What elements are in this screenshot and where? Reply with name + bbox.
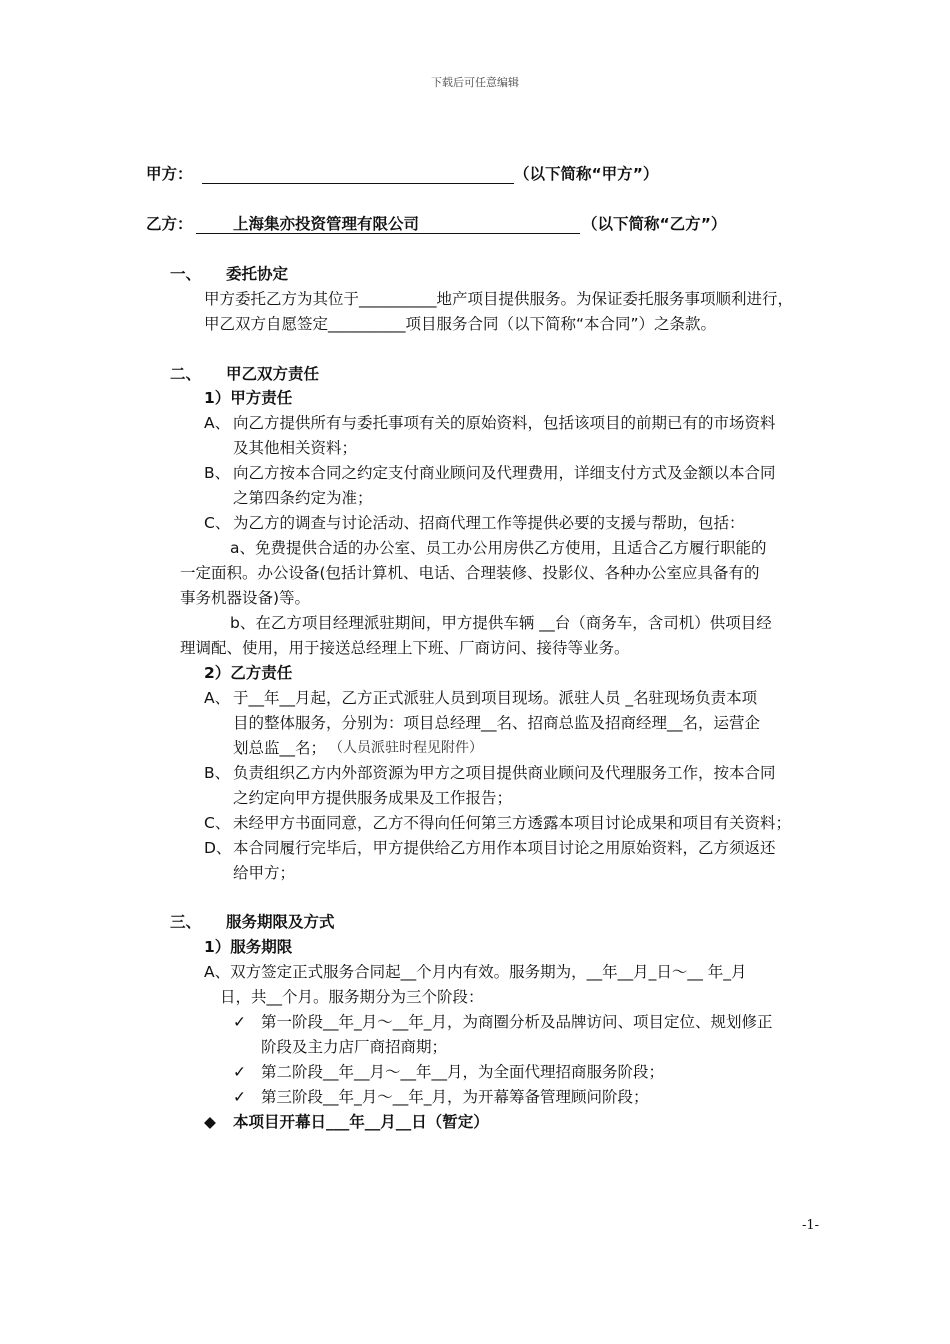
party-a-duty-heading: 1）甲方责任 [204, 389, 293, 407]
section-2-number: 二、 [170, 365, 202, 383]
header-note: 下载后可任意编辑 [431, 76, 519, 89]
item-c-a-line-2: 一定面积。办公设备(包括计算机、电话、合理装修、投影仪、各种办公室应具备有的 [180, 564, 760, 582]
opening-date: 本项目开幕日___年__月__日（暂定） [233, 1113, 489, 1131]
party-b-label: 乙方： [146, 215, 193, 233]
page-number: -1- [802, 1218, 820, 1233]
item-a-line-2: 及其他相关资料； [233, 439, 358, 457]
service-term-line-2: 日，共__个月。服务期分为三个阶段： [220, 988, 484, 1006]
party-b-name: 上海集亦投资管理有限公司 [233, 215, 420, 233]
section-1-line-2: 甲乙双方自愿签定__________项目服务合同（以下简称“本合同”）之条款。 [204, 315, 717, 333]
item-b-mark: B、 [204, 464, 231, 482]
check-icon: ✓ [233, 1088, 246, 1106]
section-1-title: 委托协定 [226, 265, 289, 283]
item-b-line-2: 之第四条约定为准； [233, 489, 373, 507]
party-b-suffix: （以下简称“乙方”） [582, 215, 727, 233]
phase-2-line: 第二阶段__年__月～__年__月，为全面代理招商服务阶段； [261, 1063, 665, 1081]
party-a-blank-line [202, 183, 514, 184]
service-term-heading: 1）服务期限 [204, 938, 293, 956]
duty-b-a-line-2: 目的整体服务，分别为：项目总经理__名、招商总监及招商经理__名，运营企 [233, 714, 761, 732]
party-b-duty-heading: 2）乙方责任 [204, 664, 293, 682]
item-c-b-line-2: 理调配、使用，用于接送总经理上下班、厂商访问、接待等业务。 [180, 639, 630, 657]
item-a-line-1: 向乙方提供所有与委托事项有关的原始资料，包括该项目的前期已有的市场资料 [233, 414, 776, 432]
phase-1-line-2: 阶段及主力店厂商招商期； [261, 1038, 448, 1056]
item-b-line-1: 向乙方按本合同之约定支付商业顾问及代理费用，详细支付方式及金额以本合同 [233, 464, 776, 482]
diamond-icon: ◆ [204, 1113, 216, 1131]
phase-1-line-1: 第一阶段__年_月～__年_月，为商圈分析及品牌访问、项目定位、规划修正 [261, 1013, 773, 1031]
duty-b-d-line-2: 给甲方； [233, 864, 296, 882]
duty-b-b-line-2: 之约定向甲方提供服务成果及工作报告； [233, 789, 513, 807]
section-3-number: 三、 [170, 913, 202, 931]
duty-b-d-line-1: 本合同履行完毕后，甲方提供给乙方用作本项目讨论之用原始资料，乙方须返还 [233, 839, 776, 857]
phase-3-line: 第三阶段__年_月～__年_月，为开幕筹备管理顾问阶段； [261, 1088, 649, 1106]
section-1-number: 一、 [170, 265, 202, 283]
item-c-line-1: 为乙方的调查与讨论活动、招商代理工作等提供必要的支援与帮助，包括： [233, 514, 745, 532]
item-c-a-line-3: 事务机器设备)等。 [180, 589, 311, 607]
duty-b-a-line-1: 于__年__月起，乙方正式派驻人员到项目现场。派驻人员 _名驻现场负责本项 [233, 689, 758, 707]
section-2-title: 甲乙双方责任 [226, 365, 320, 383]
item-c-b-line-1: b、在乙方项目经理派驻期间，甲方提供车辆 __台（商务车，含司机）供项目经 [230, 614, 772, 632]
item-c-a-line-1: a、免费提供合适的办公室、员工办公用房供乙方使用，且适合乙方履行职能的 [230, 539, 767, 557]
duty-b-b-mark: B、 [204, 764, 231, 782]
party-a-label: 甲方： [146, 165, 193, 183]
staffing-note: （人员派驻时程见附件） [329, 740, 483, 756]
check-icon: ✓ [233, 1063, 246, 1081]
duty-b-d-mark: D、 [204, 839, 232, 857]
duty-b-a-mark: A、 [204, 689, 231, 707]
duty-b-c-mark: C、 [204, 814, 231, 832]
item-c-mark: C、 [204, 514, 231, 532]
item-a-mark: A、 [204, 414, 231, 432]
section-3-title: 服务期限及方式 [226, 913, 335, 931]
duty-b-b-line-1: 负责组织乙方内外部资源为甲方之项目提供商业顾问及代理服务工作，按本合同 [233, 764, 776, 782]
section-1-line-1: 甲方委托乙方为其位于__________地产项目提供服务。为保证委托服务事项顺利进行， [204, 290, 794, 308]
duty-b-a-line-3: 划总监__名； [233, 739, 327, 757]
check-icon: ✓ [233, 1013, 246, 1031]
duty-b-c-line-1: 未经甲方书面同意，乙方不得向任何第三方透露本项目讨论成果和项目有关资料； [233, 814, 792, 832]
party-a-suffix: （以下简称“甲方”） [514, 165, 659, 183]
service-term-line-1: A、双方签定正式服务合同起__个月内有效。服务期为，__年__月_日～__ 年_月 [204, 963, 747, 981]
